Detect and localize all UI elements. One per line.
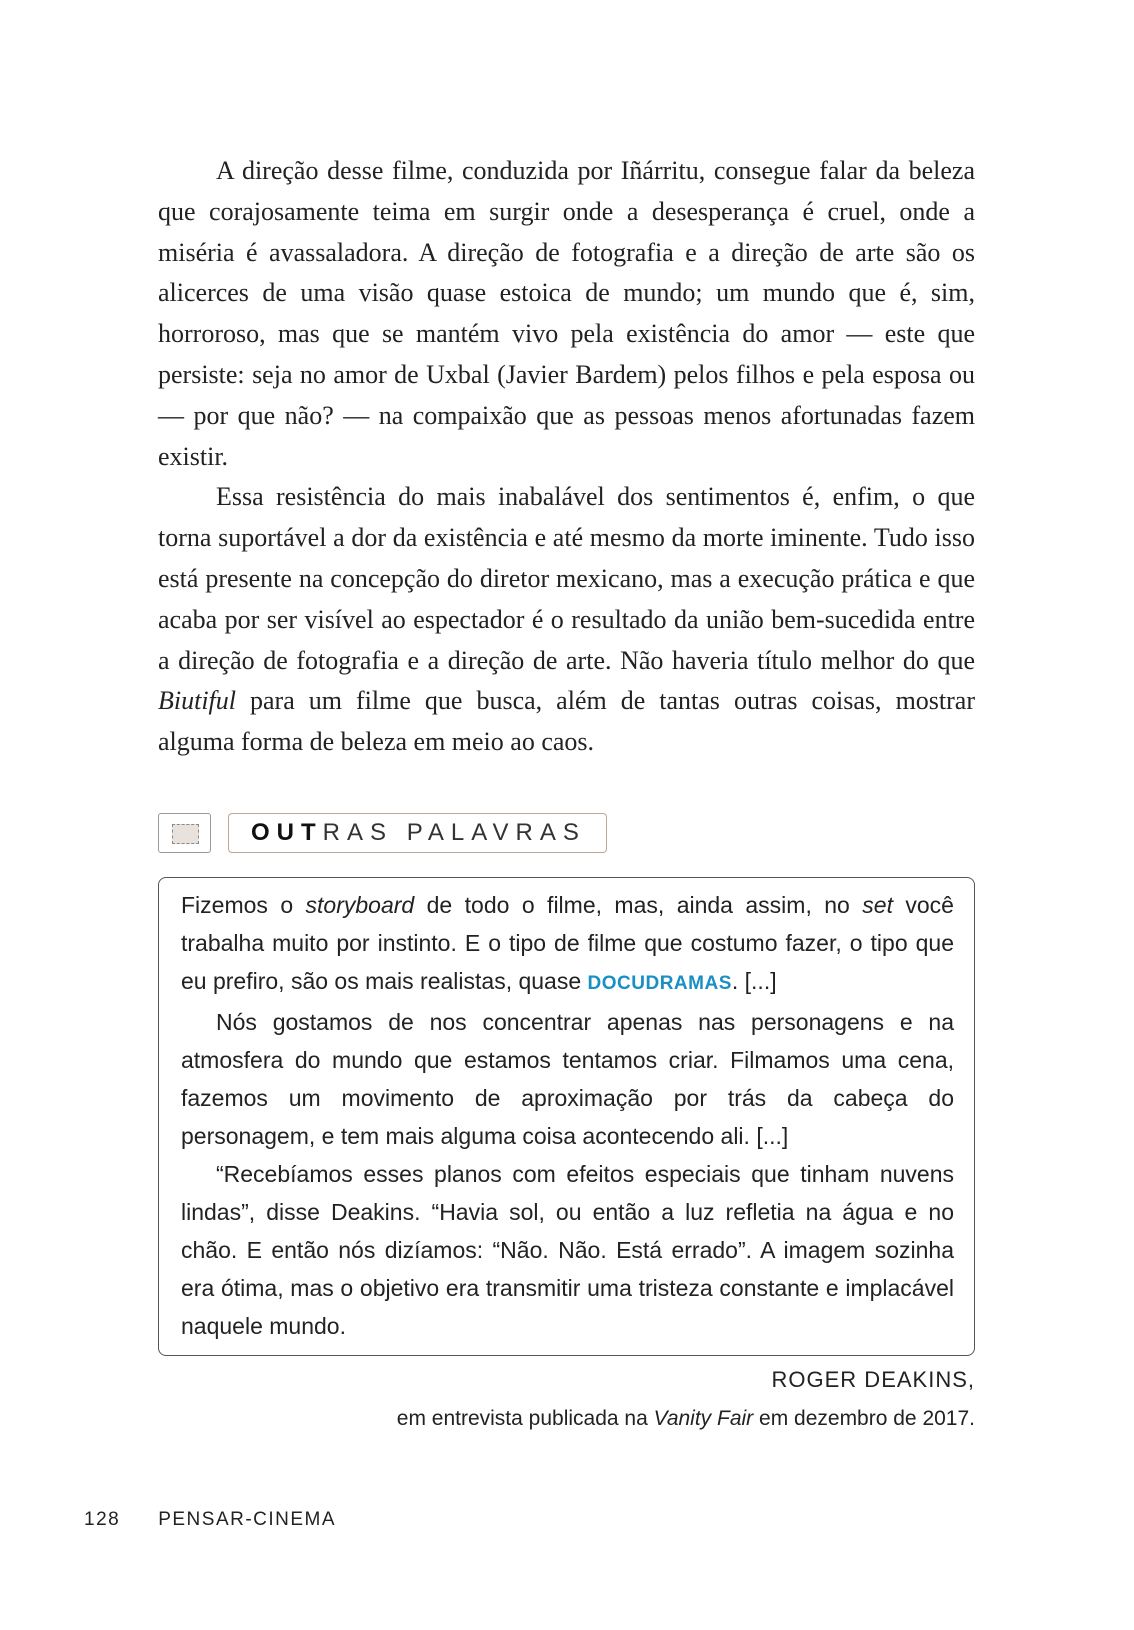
paragraph-2-start: Essa resistência do mais inabalável dos sentimentos é, enfim, o que torna suportável a dor da existência e até mesmo da morte iminente. Tudo isso está presente na concepção do diretor mexicano, mas a execução prática e que acaba por ser visível ao espectador é o resultado da união bem-sucedida entre a direção de fotografia e a direção de arte. Não haveria título melhor do que (158, 482, 975, 675)
quote-italic-storyboard: storyboard (305, 892, 415, 918)
section-label-bold: OUT (251, 819, 323, 846)
page-number: 128 (84, 1509, 121, 1530)
attribution-source-text: em dezembro de 2017. (753, 1407, 975, 1430)
quote-text: Fizemos o (181, 892, 306, 918)
attribution-source (397, 1401, 975, 1437)
paragraph-2-end: para um filme que busca, além de tantas outras coisas, mostrar alguma forma de beleza em meio ao caos. (158, 686, 975, 757)
page-footer (84, 1509, 336, 1531)
quote-italic-set: set (862, 892, 893, 918)
quote-paragraph-2: Nós gostamos de nos concentrar apenas nas personagens e na atmosfera do mundo que estamos tentamos criar. Filmamos uma cena, fazemos um movimento de aproximação por trás da cabeça do personagem, e tem mais alguma coisa acontecendo ali. [...] (181, 1009, 954, 1149)
quote-box (158, 877, 975, 1356)
film-title: Biutiful (158, 686, 236, 716)
attribution-name: ROGER DEAKINS, (771, 1367, 975, 1392)
glossary-term-docudramas[interactable]: DOCUDRAMAS (587, 973, 732, 994)
quote-text: você trabalha muito por instinto. E o tipo de filme que costumo fazer, o tipo que eu prefiro, são os mais realistas, quase (181, 892, 954, 994)
quote-text: de todo o filme, mas, ainda assim, no (414, 892, 863, 918)
paragraph-1: A direção desse filme, conduzida por Iñárritu, consegue falar da beleza que corajosamente teima em surgir onde a desesperança é cruel, onde a miséria é avassaladora. A direção de fotografia e a direção de arte são os alicerces de uma visão quase estoica de mundo; um mundo que é, sim, horroroso, mas que se mantém vivo pela existência do amor — este que persiste: seja no amor de Uxbal (Javier Bardem) pelos filhos e pela esposa ou — por que não? — na compaixão que as pessoas menos afortunadas fazem existir. (158, 156, 975, 471)
section-label (228, 813, 607, 853)
quote-paragraph-1 (181, 886, 954, 1003)
attribution (397, 1362, 975, 1437)
film-frame-icon (158, 813, 211, 853)
section-header (158, 813, 607, 853)
paragraph-2 (158, 477, 975, 763)
book-title: PENSAR-CINEMA (158, 1509, 337, 1530)
magazine-title: Vanity Fair (653, 1407, 754, 1430)
quote-text: . [...] (731, 968, 777, 994)
quote-paragraph-3: “Recebíamos esses planos com efeitos especiais que tinham nuvens lindas”, disse Deakins. “Havia sol, ou então a luz refletia na água e no chão. E então nós dizíamos: “Não. Não. Está errado”. A imagem sozinha era ótima, mas o objetivo era transmitir uma tristeza constante e implacável naquele mundo. (181, 1161, 954, 1339)
body-text (158, 151, 975, 763)
section-label-rest: RAS PALAVRAS (322, 819, 586, 846)
attribution-source-text: em entrevista publicada na (396, 1407, 654, 1430)
